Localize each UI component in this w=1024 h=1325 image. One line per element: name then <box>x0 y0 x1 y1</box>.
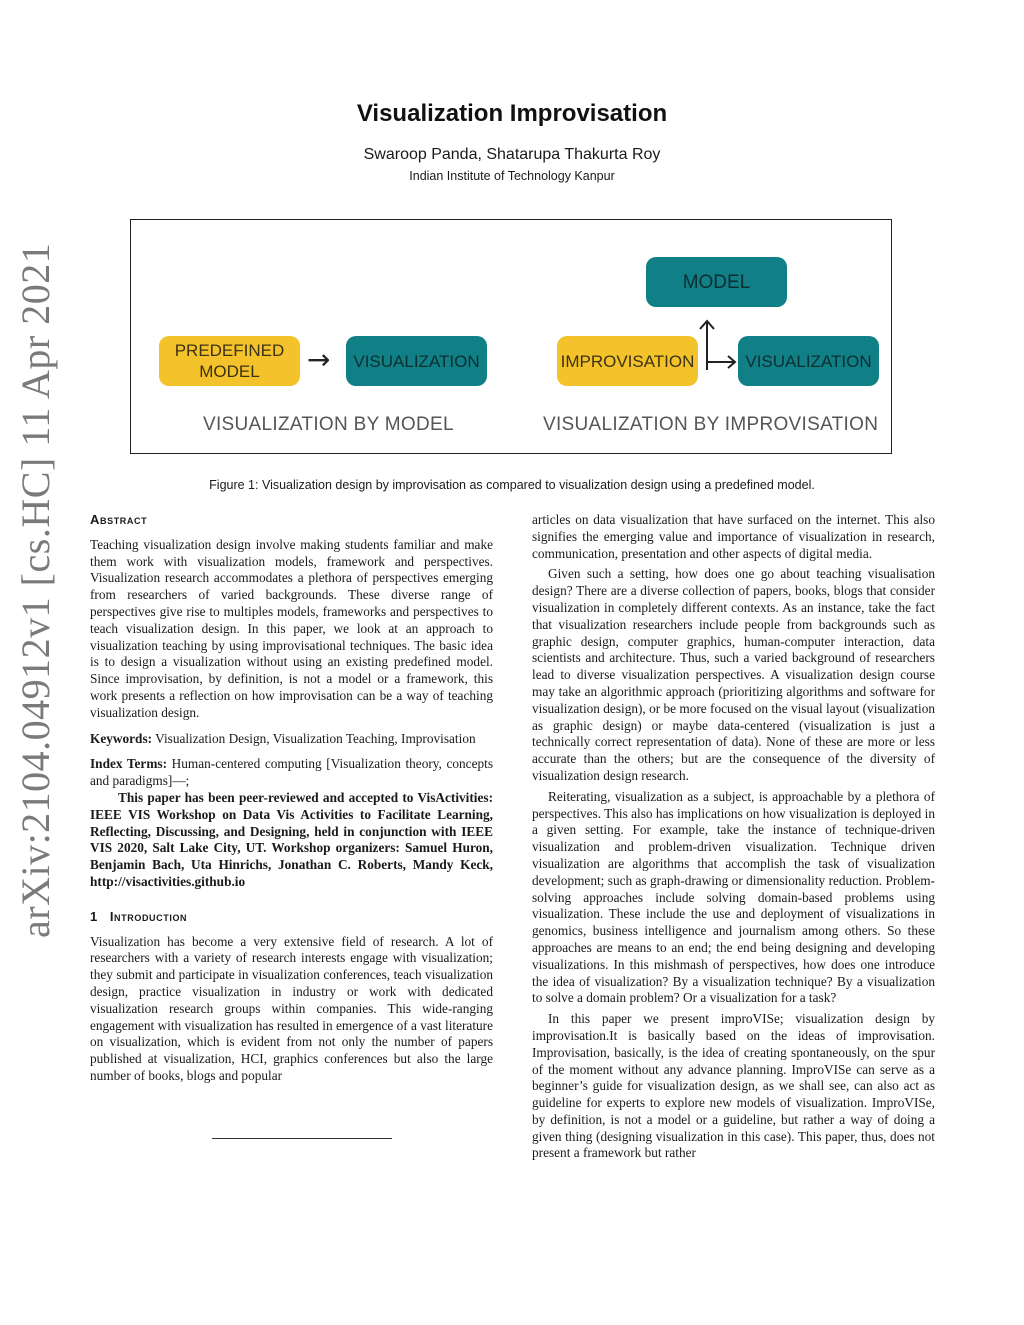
abstract-heading <box>90 512 493 529</box>
paper-title: Visualization Improvisation <box>356 100 668 127</box>
introduction-heading-text: Introduction <box>109 908 188 924</box>
paper-authors: Swaroop Panda, Shatarupa Thakurta Roy <box>363 146 661 163</box>
intro-paragraph-3: Reiterating, visualization as a subject, is approachable by a plethora of perspectives. This also has implications on how visualization is deployed in a given setting. For example, take the instance of technique-driven visualization and problem-driven visualization. Technique driven visualization are algorithms that accomplish the task of visualization development; such as graph-drawing or dimensionality reduction. Problem-solving approaches include solving domain-based problems using visualization. These include the use and deployment of visualizations in genomics, business intelligence and journalism among others. So these approaches are means to an end; the end being designing and developing visualizations. In this mishmash of perspectives, how does one introduce the idea of visualization? By a visualization technique? By a visualization to solve a domain problem? Or a visualization for a task? <box>532 788 935 1006</box>
keywords-line <box>90 731 493 748</box>
model-box: MODEL <box>646 257 787 307</box>
improvisation-box: IMPROVISATION <box>557 336 698 386</box>
left-column <box>90 512 493 1085</box>
abstract-text: Teaching visualization design involve making students familiar and make them work with visualization models, framework and perspectives. Visualization research accommodates a plethora of perspectives emerging from researchers of varied backgrounds. These diverse range of perspectives give rise to multiples models, frameworks and perspectives to teach visualization design. In this paper, we look at an approach to visualization teaching by using improvisational techniques. The basic idea is to design a visualization without using an existing predefined model. Since improvisation, by definition, is not a model or a framework, this work presents a reflection on how improvisation can be a way of teaching visualization design. <box>90 536 493 720</box>
right-column <box>532 512 935 1162</box>
index-terms-text: Human-centered computing [Visualization theory, concepts and paradigms]—; <box>90 756 493 789</box>
figure-1 <box>130 219 892 454</box>
intro-paragraph-4: In this paper we present improVISe; visualization design by improvisation.It is basically based on the ideas of improvisation. Improvisation, basically, is the idea of creating spontaneously, on the spur of the moment without any advance planning. ImproVISe can serve as a beginner’s guide for visualization design, as we shall see, can also act as guideline for experts to explore new models of visualization. ImproVISe, by definition, is not a model or a guideline, but rather a way of doing a given thing (designing visualization in this case). This paper, thus, does not present a framework but rather <box>532 1011 935 1161</box>
section-number: 1 <box>90 908 98 924</box>
paper-affiliation: Indian Institute of Technology Kanpur <box>409 169 615 183</box>
right-arrow-icon: → <box>307 343 331 376</box>
peer-review-note: This paper has been peer-reviewed and accepted to VisActivities: IEEE VIS Workshop on Data Vis Activities to Facilitate Learning, Reflecting, Discussing, and Designing, held in conjunction with IEEE VIS 2020, Salt Lake City, UT. Workshop organizers: Samuel Huron, Benjamin Bach, Uta Hinrichs, Jonathan C. Roberts, Mandy Keck, http://visactivities.github.io <box>90 789 493 889</box>
arxiv-identifier: arXiv:2104.04912v1 [cs.HC] 11 Apr 2021 <box>13 242 58 938</box>
keywords-text: Visualization Design, Visualization Teaching, Improvisation <box>155 730 476 746</box>
index-terms-line <box>90 756 493 790</box>
introduction-paragraph-1: Visualization has become a very extensive field of research. A lot of researchers with a variety of research interests engage with visualization; they submit and participate in visualization conferences, teach visualization design, practice visualization in industry or work with dedicated visualization research groups within companies. This wide-ranging engagement with visualization has resulted in emergence of a vast literature on visualization, which is evident from not only the number of papers published at visualization, HCI, graphics conferences but also the large number of books, blogs and popular <box>90 933 493 1083</box>
visualization-by-improvisation-label: VISUALIZATION BY IMPROVISATION <box>543 414 879 435</box>
visualization-box-left: VISUALIZATION <box>346 336 487 386</box>
visualization-box-right: VISUALIZATION <box>738 336 879 386</box>
index-terms-label: Index Terms: <box>90 756 168 772</box>
figure-caption: Figure 1: Visualization design by improvisation as compared to visualization design using a predefined model. <box>209 478 815 492</box>
keywords-label: Keywords: <box>90 730 153 746</box>
introduction-heading <box>90 909 493 926</box>
visualization-by-model-label: VISUALIZATION BY MODEL <box>203 414 454 435</box>
predefined-model-box: PREDEFINED MODEL <box>159 336 300 386</box>
branch-arrow-icon <box>697 316 739 374</box>
footnote-rule <box>212 1138 392 1139</box>
intro-paragraph-2: Given such a setting, how does one go about teaching visualisation design? There are a diverse collection of papers, books, blogs that consider visualization in completely different contexts. As an instance, take the fact that visualization researchers include people from backgrounds such as graphic design, computer graphics, human-computer interaction, data scientists and architecture. Thus, such a varied background of researchers lead to diverse visualization perspectives. A visualization design course may take an algorithmic approach (prioritizing algorithms and software for visualization design), or be more focused on the visual layout (visualization as graphic design) or maybe data-centered (visualization is just a technically correct representation of data). None of these are more or less accurate than the others; but are the consequence of the diversity of visualization design research. <box>532 566 935 783</box>
intro-paragraph-continued: articles on data visualization that have surfaced on the internet. This also signifies the emerging value and importance of visualization in research, communication, presentation and other aspects of digital media. <box>532 512 935 561</box>
abstract-heading-text: Abstract <box>90 512 148 527</box>
